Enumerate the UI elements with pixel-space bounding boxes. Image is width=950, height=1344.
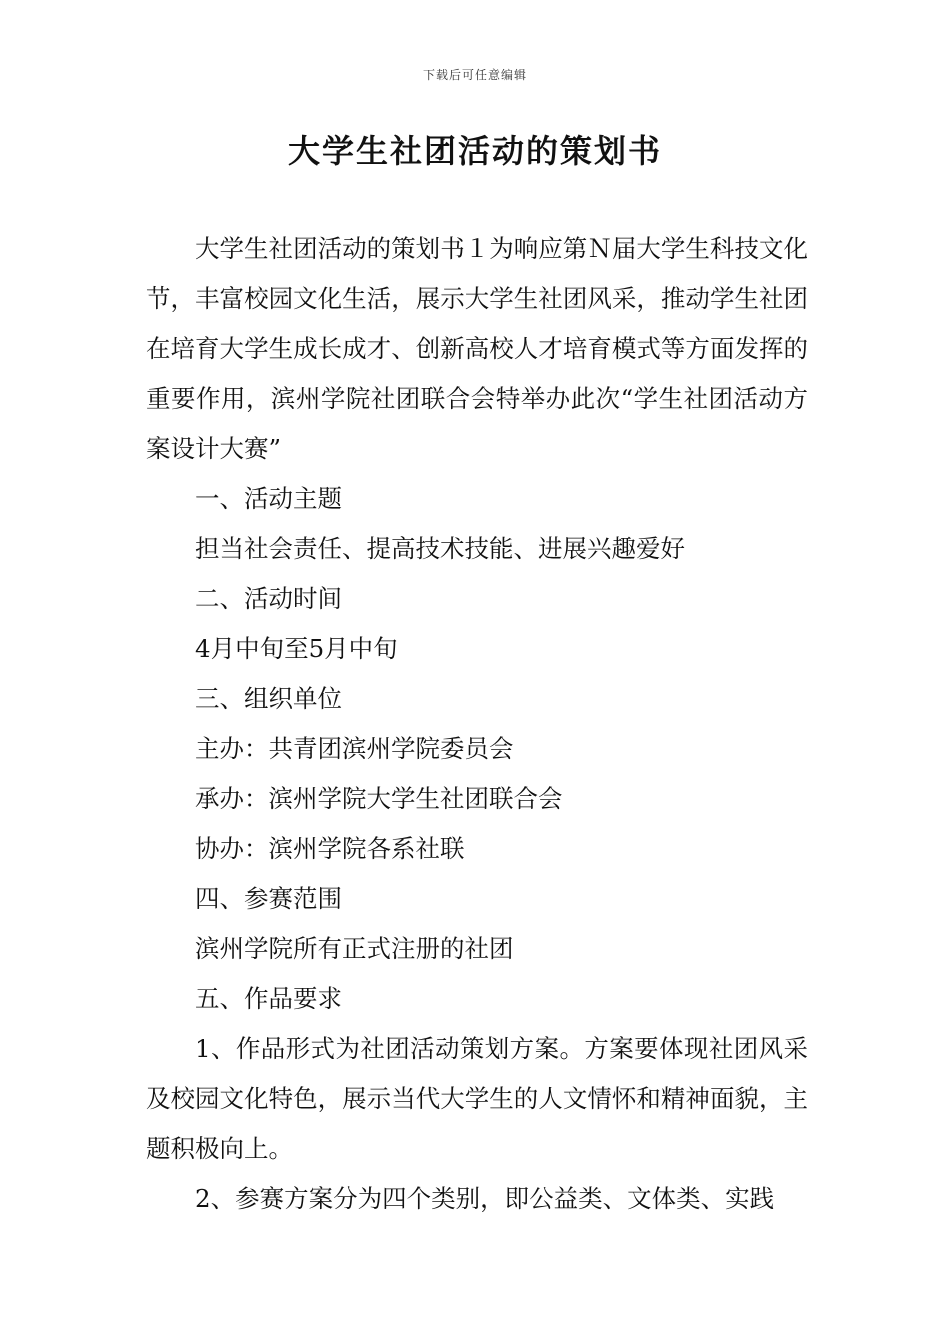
paragraph-scope: 滨州学院所有正式注册的社团: [195, 934, 514, 963]
page-header-note: 下载后可任意编辑: [422, 68, 527, 82]
paragraph-requirement-2: 2、参赛方案分为四个类别，即公益类、文体类、实践: [195, 1184, 775, 1213]
paragraph-co-organizer: 协办：滨州学院各系社联: [195, 834, 465, 863]
document-body: [146, 224, 808, 1224]
section-heading-organizers: 三、组织单位: [195, 684, 342, 713]
paragraph-time: 4月中旬至5月中旬: [195, 634, 398, 663]
document-title: 大学生社团活动的策划书: [287, 132, 662, 170]
paragraph-host: 主办：共青团滨州学院委员会: [195, 734, 514, 763]
paragraph-theme: 担当社会责任、提高技术技能、进展兴趣爱好: [195, 534, 685, 563]
section-heading-scope: 四、参赛范围: [195, 884, 342, 913]
paragraph-organizer: 承办：滨州学院大学生社团联合会: [195, 784, 563, 813]
section-heading-time: 二、活动时间: [195, 584, 342, 613]
section-heading-requirements: 五、作品要求: [195, 984, 342, 1013]
section-heading-theme: 一、活动主题: [195, 484, 342, 513]
paragraph-intro: 大学生社团活动的策划书１为响应第Ｎ届大学生科技文化节，丰富校园文化生活，展示大学生社团风采，推动学生社团在培育大学生成长成才、创新高校人才培育模式等方面发挥的重要作用，滨州学院社团联合会特举办此次“学生社团活动方案设计大赛”: [146, 234, 808, 463]
paragraph-requirement-1: 1、作品形式为社团活动策划方案。方案要体现社团风采及校园文化特色，展示当代大学生的人文情怀和精神面貌，主题积极向上。: [146, 1034, 808, 1163]
